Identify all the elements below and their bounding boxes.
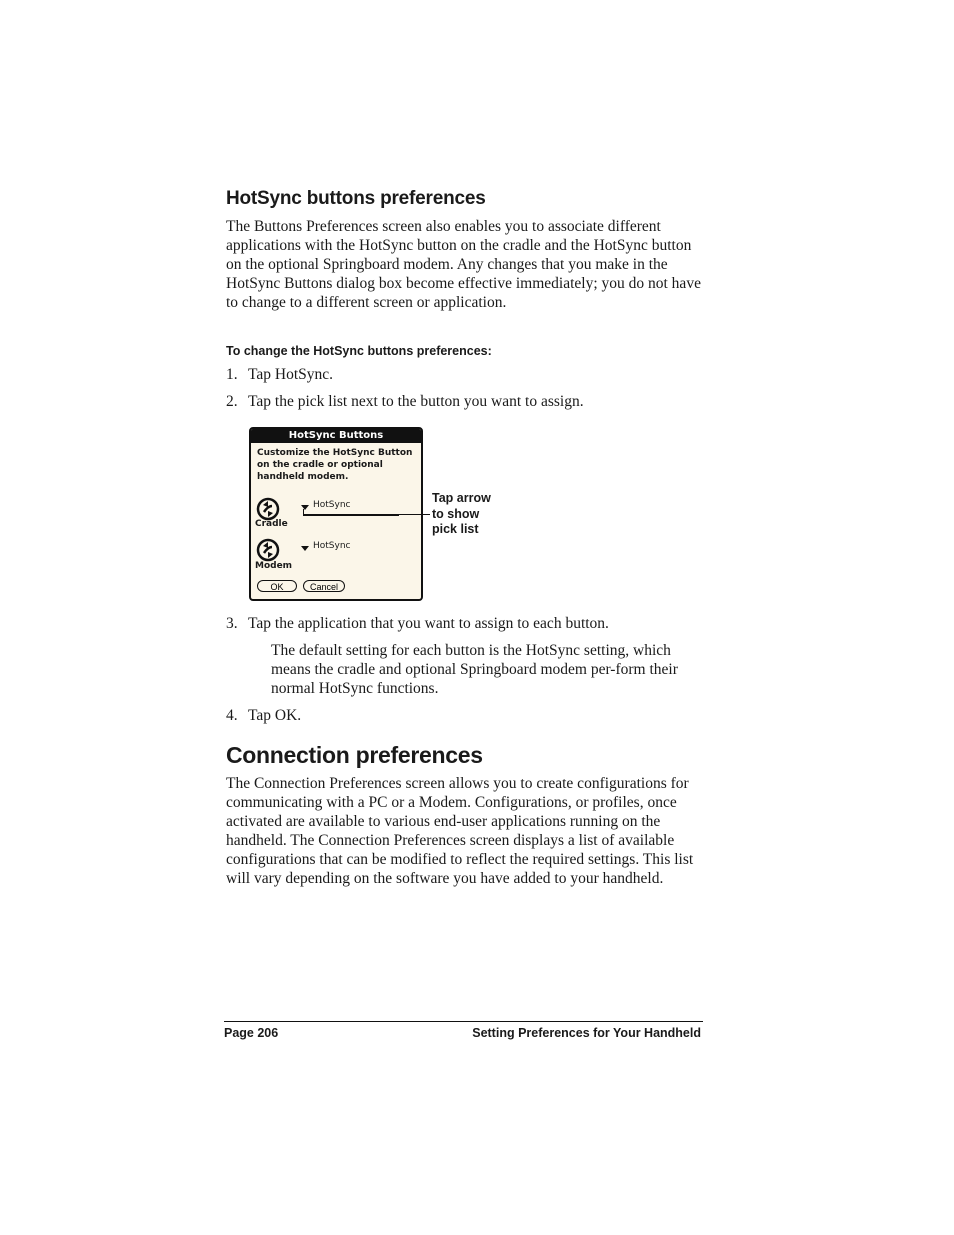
step-3-note: The default setting for each button is the HotSync setting, which means the cradle and optional Springboard modem per-form their normal HotSync functions. bbox=[271, 642, 678, 697]
callout-line: pick list bbox=[432, 522, 479, 536]
callout-line: Tap arrow bbox=[432, 491, 491, 505]
page-number: Page 206 bbox=[224, 1026, 279, 1040]
hotsync-icon[interactable] bbox=[255, 537, 281, 563]
step-number: 4. bbox=[226, 707, 238, 724]
dialog-title: HotSync Buttons bbox=[251, 429, 421, 443]
callout-leader-horizontal bbox=[303, 514, 430, 515]
pick-list-arrow-icon[interactable] bbox=[301, 546, 309, 551]
procedure-heading: To change the HotSync buttons preferences: bbox=[226, 344, 492, 358]
dialog-instructions: Customize the HotSync Button on the cradle or optional handheld modem. bbox=[257, 448, 413, 482]
step-text: Tap HotSync. bbox=[248, 366, 334, 383]
modem-pick-list[interactable]: HotSync bbox=[313, 541, 351, 551]
section-heading-hotsync-buttons: HotSync buttons preferences bbox=[226, 188, 486, 209]
connection-body-paragraph: The Connection Preferences screen allows you to create configurations for communicating with a PC or a Modem. Configurations, or profiles, once activated are available to various end-user applications running on the handheld. The Connection Preferences screen displays a list of available configurations that can be modified to reflect the required settings. This list will vary depending on the software you have added to your handheld. bbox=[226, 775, 694, 887]
step-number: 2. bbox=[226, 393, 238, 410]
pick-list-underline bbox=[303, 515, 399, 516]
callout-text bbox=[432, 491, 491, 538]
cradle-pick-list[interactable]: HotSync bbox=[313, 500, 351, 510]
step-text: Tap the application that you want to assign to each button. bbox=[248, 615, 609, 632]
modem-label: Modem bbox=[255, 561, 293, 571]
ok-button[interactable]: OK bbox=[257, 580, 297, 592]
hotsync-intro-paragraph: The Buttons Preferences screen also enables you to associate different applications with the HotSync button on the cradle and the HotSync button on the optional Springboard modem. Any changes that you make in the HotSync Buttons dialog box become effective immediately; you do not have to change to a different screen or application. bbox=[226, 218, 701, 311]
step-number: 3. bbox=[226, 615, 238, 632]
callout-line: to show bbox=[432, 506, 480, 521]
step-number: 1. bbox=[226, 366, 238, 383]
step-text: Tap OK. bbox=[248, 707, 302, 724]
step-text: Tap the pick list next to the button you want to assign. bbox=[248, 393, 584, 410]
section-heading-connection: Connection preferences bbox=[226, 742, 483, 768]
footer-rule bbox=[224, 1021, 703, 1022]
chapter-title: Setting Preferences for Your Handheld bbox=[472, 1026, 701, 1040]
cradle-label: Cradle bbox=[255, 519, 288, 529]
cancel-button[interactable]: Cancel bbox=[303, 580, 345, 592]
